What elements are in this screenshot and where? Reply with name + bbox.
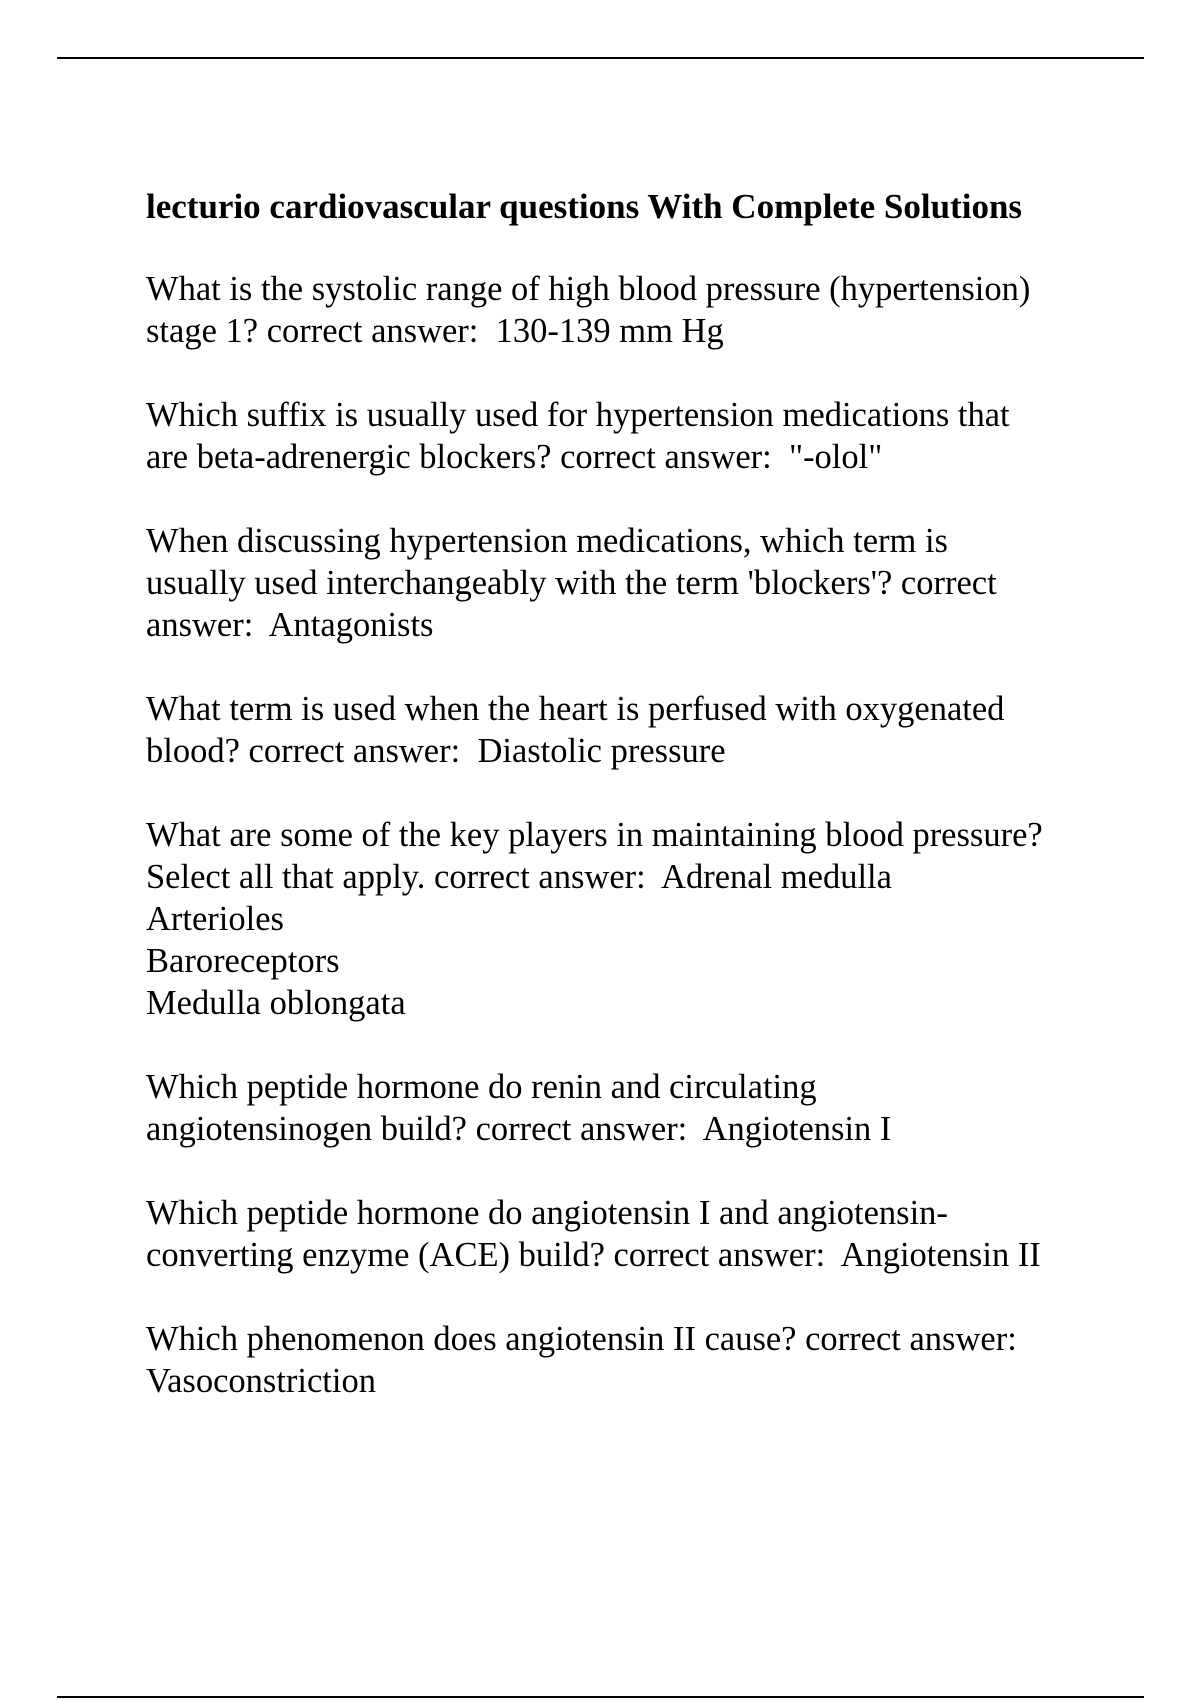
qa-item <box>146 1192 1146 1276</box>
qa-item <box>146 688 1146 772</box>
qa-line: What is the systolic range of high blood pressure (hypertension) <box>146 270 1031 308</box>
qa-line: Medulla oblongata <box>146 984 406 1022</box>
qa-line: Which peptide hormone do angiotensin I and angiotensin- <box>146 1194 948 1232</box>
qa-line: Which suffix is usually used for hypertension medications that <box>146 396 1010 434</box>
qa-line: Vasoconstriction <box>146 1362 376 1400</box>
document-title: lecturio cardiovascular questions With Complete Solutions <box>146 187 1023 226</box>
qa-item <box>146 268 1146 352</box>
qa-line: Select all that apply. correct answer: Adrenal medulla <box>146 858 892 896</box>
qa-line: What are some of the key players in maintaining blood pressure? <box>146 816 1043 854</box>
qa-line: converting enzyme (ACE) build? correct answer: Angiotensin II <box>146 1236 1041 1274</box>
qa-line: are beta-adrenergic blockers? correct answer: "-olol" <box>146 438 883 476</box>
qa-item <box>146 394 1146 478</box>
qa-item <box>146 1318 1146 1402</box>
qa-line: answer: Antagonists <box>146 606 434 644</box>
qa-line: Which peptide hormone do renin and circulating <box>146 1068 817 1106</box>
qa-item <box>146 814 1146 1024</box>
qa-line: Arterioles <box>146 900 284 938</box>
qa-line: usually used interchangeably with the term 'blockers'? correct <box>146 564 997 602</box>
qa-line: Baroreceptors <box>146 942 340 980</box>
qa-line: angiotensinogen build? correct answer: Angiotensin I <box>146 1110 892 1148</box>
qa-line: stage 1? correct answer: 130-139 mm Hg <box>146 312 724 350</box>
document-body <box>146 186 1146 1444</box>
qa-line: Which phenomenon does angiotensin II cause? correct answer: <box>146 1320 1017 1358</box>
qa-item <box>146 1066 1146 1150</box>
bottom-rule <box>57 1696 1144 1698</box>
qa-line: When discussing hypertension medications, which term is <box>146 522 948 560</box>
qa-item <box>146 520 1146 646</box>
top-rule <box>57 57 1144 59</box>
qa-line: What term is used when the heart is perfused with oxygenated <box>146 690 1005 728</box>
qa-line: blood? correct answer: Diastolic pressure <box>146 732 726 770</box>
